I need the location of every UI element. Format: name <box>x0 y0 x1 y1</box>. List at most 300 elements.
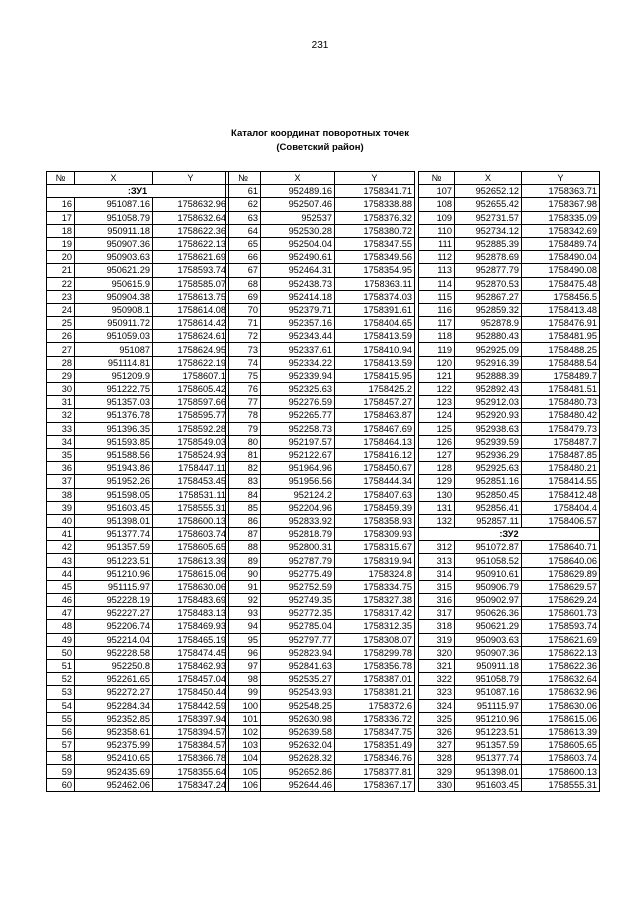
y-coordinate: 1758327.38 <box>335 594 415 607</box>
header-x: X <box>455 172 522 185</box>
y-coordinate: 1758367.17 <box>335 778 415 791</box>
y-coordinate: 1758363.71 <box>522 185 600 198</box>
y-coordinate: 1758600.13 <box>153 514 229 527</box>
y-coordinate: 1758319.94 <box>335 554 415 567</box>
y-coordinate: 1758347.24 <box>153 778 229 791</box>
x-coordinate: 952652.12 <box>455 185 522 198</box>
point-number: 47 <box>47 607 75 620</box>
y-coordinate: 1758413.59 <box>335 330 415 343</box>
y-coordinate: 1758621.69 <box>522 633 600 646</box>
point-number: 98 <box>226 673 261 686</box>
x-coordinate: 952775.49 <box>261 567 335 580</box>
y-coordinate: 1758480.73 <box>522 396 600 409</box>
table-row <box>226 488 415 501</box>
y-coordinate: 1758384.57 <box>153 739 229 752</box>
table-row <box>47 699 229 712</box>
point-number: 324 <box>419 699 455 712</box>
point-number: 117 <box>419 317 455 330</box>
table-row <box>419 686 600 699</box>
table-row <box>419 554 600 567</box>
table-row <box>419 330 600 343</box>
table-row <box>226 224 415 237</box>
point-number: 122 <box>419 383 455 396</box>
x-coordinate: 950907.36 <box>455 646 522 659</box>
y-coordinate: 1758349.56 <box>335 251 415 264</box>
x-coordinate: 952379.71 <box>261 303 335 316</box>
point-number: 72 <box>226 330 261 343</box>
point-number: 115 <box>419 290 455 303</box>
x-coordinate: 952912.03 <box>455 396 522 409</box>
y-coordinate: 1758335.09 <box>522 211 600 224</box>
y-coordinate: 1758585.07 <box>153 277 229 290</box>
y-coordinate: 1758597.66 <box>153 396 229 409</box>
y-coordinate: 1758444.34 <box>335 475 415 488</box>
point-number: 121 <box>419 369 455 382</box>
point-number: 97 <box>226 659 261 672</box>
x-coordinate: 952204.96 <box>261 501 335 514</box>
x-coordinate: 952414.18 <box>261 290 335 303</box>
y-coordinate: 1758600.13 <box>522 765 600 778</box>
y-coordinate: 1758346.76 <box>335 752 415 765</box>
table-row <box>47 369 229 382</box>
y-coordinate: 1758416.12 <box>335 448 415 461</box>
y-coordinate: 1758524.93 <box>153 448 229 461</box>
table-row <box>419 607 600 620</box>
x-coordinate: 951223.51 <box>75 554 153 567</box>
point-number: 312 <box>419 541 455 554</box>
y-coordinate: 1758605.42 <box>153 383 229 396</box>
point-number: 20 <box>47 251 75 264</box>
point-number: 80 <box>226 435 261 448</box>
y-coordinate: 1758613.39 <box>522 725 600 738</box>
table-row <box>419 633 600 646</box>
header-num: № <box>47 172 75 185</box>
x-coordinate: 951603.45 <box>75 501 153 514</box>
x-coordinate: 952752.59 <box>261 580 335 593</box>
x-coordinate: 952462.06 <box>75 778 153 791</box>
point-number: 31 <box>47 396 75 409</box>
x-coordinate: 952530.28 <box>261 224 335 237</box>
header-x: X <box>261 172 335 185</box>
x-coordinate: 951398.01 <box>455 765 522 778</box>
point-number: 81 <box>226 448 261 461</box>
point-number: 30 <box>47 383 75 396</box>
y-coordinate: 1758605.65 <box>522 739 600 752</box>
y-coordinate: 1758347.75 <box>335 725 415 738</box>
point-number: 18 <box>47 224 75 237</box>
point-number: 131 <box>419 501 455 514</box>
point-number: 326 <box>419 725 455 738</box>
x-coordinate: 950911.18 <box>455 659 522 672</box>
y-coordinate: 1758463.87 <box>335 409 415 422</box>
point-number: 320 <box>419 646 455 659</box>
x-coordinate: 952227.27 <box>75 607 153 620</box>
y-coordinate: 1758308.07 <box>335 633 415 646</box>
table-row <box>47 198 229 211</box>
point-number: 318 <box>419 620 455 633</box>
point-number: 29 <box>47 369 75 382</box>
table-row <box>47 686 229 699</box>
y-coordinate: 1758622.19 <box>153 356 229 369</box>
point-number: 26 <box>47 330 75 343</box>
table-row <box>47 224 229 237</box>
y-coordinate: 1758397.94 <box>153 712 229 725</box>
y-coordinate: 1758488.25 <box>522 343 600 356</box>
point-number: 132 <box>419 514 455 527</box>
y-coordinate: 1758555.31 <box>153 501 229 514</box>
y-coordinate: 1758613.75 <box>153 290 229 303</box>
table-row <box>47 752 229 765</box>
y-coordinate: 1758480.42 <box>522 409 600 422</box>
section-row <box>419 528 600 541</box>
table-row <box>47 725 229 738</box>
y-coordinate: 1758640.71 <box>522 541 600 554</box>
x-coordinate: 952438.73 <box>261 277 335 290</box>
header-num: № <box>419 172 455 185</box>
x-coordinate: 951222.75 <box>75 383 153 396</box>
point-number: 66 <box>226 251 261 264</box>
table-row <box>226 594 415 607</box>
y-coordinate: 1758363.11 <box>335 277 415 290</box>
x-coordinate: 952652.86 <box>261 765 335 778</box>
x-coordinate: 952749.35 <box>261 594 335 607</box>
table-row <box>47 330 229 343</box>
y-coordinate: 1758481.51 <box>522 383 600 396</box>
table-row <box>226 409 415 422</box>
point-number: 319 <box>419 633 455 646</box>
x-coordinate: 951376.78 <box>75 409 153 422</box>
y-coordinate: 1758555.31 <box>522 778 600 791</box>
point-number: 33 <box>47 422 75 435</box>
table-row <box>47 514 229 527</box>
table-row <box>419 396 600 409</box>
table-row <box>226 712 415 725</box>
y-coordinate: 1758476.91 <box>522 317 600 330</box>
table-row <box>419 369 600 382</box>
x-coordinate: 950626.36 <box>455 607 522 620</box>
y-coordinate: 1758622.13 <box>153 237 229 250</box>
y-coordinate: 1758624.95 <box>153 343 229 356</box>
y-coordinate: 1758425.2 <box>335 383 415 396</box>
table-row <box>226 237 415 250</box>
point-number: 87 <box>226 528 261 541</box>
point-number: 102 <box>226 725 261 738</box>
point-number: 38 <box>47 488 75 501</box>
y-coordinate: 1758490.08 <box>522 264 600 277</box>
x-coordinate: 952644.46 <box>261 778 335 791</box>
point-number: 56 <box>47 725 75 738</box>
table-row <box>47 712 229 725</box>
point-number: 100 <box>226 699 261 712</box>
point-number: 128 <box>419 462 455 475</box>
y-coordinate: 1758629.89 <box>522 567 600 580</box>
x-coordinate: 952920.93 <box>455 409 522 422</box>
x-coordinate: 952630.98 <box>261 712 335 725</box>
point-number: 17 <box>47 211 75 224</box>
table-row <box>47 765 229 778</box>
x-coordinate: 952851.16 <box>455 475 522 488</box>
y-coordinate: 1758447.11 <box>153 462 229 475</box>
table-row <box>226 514 415 527</box>
x-coordinate: 952628.32 <box>261 752 335 765</box>
y-coordinate: 1758488.54 <box>522 356 600 369</box>
y-coordinate: 1758380.72 <box>335 224 415 237</box>
y-coordinate: 1758487.85 <box>522 448 600 461</box>
y-coordinate: 1758312.35 <box>335 620 415 633</box>
x-coordinate: 952276.59 <box>261 396 335 409</box>
x-coordinate: 952800.31 <box>261 541 335 554</box>
y-coordinate: 1758480.21 <box>522 462 600 475</box>
x-coordinate: 951588.56 <box>75 448 153 461</box>
y-coordinate: 1758354.95 <box>335 264 415 277</box>
point-number: 27 <box>47 343 75 356</box>
table-row <box>419 673 600 686</box>
point-number: 34 <box>47 435 75 448</box>
x-coordinate: 951952.26 <box>75 475 153 488</box>
x-coordinate: 952537 <box>261 211 335 224</box>
y-coordinate: 1758442.59 <box>153 699 229 712</box>
table-row <box>419 303 600 316</box>
x-coordinate: 950903.63 <box>455 633 522 646</box>
x-coordinate: 951956.56 <box>261 475 335 488</box>
table-row <box>419 567 600 580</box>
x-coordinate: 952197.57 <box>261 435 335 448</box>
point-number: 321 <box>419 659 455 672</box>
point-number: 51 <box>47 659 75 672</box>
x-coordinate: 950907.36 <box>75 237 153 250</box>
table-row <box>47 739 229 752</box>
point-number: 48 <box>47 620 75 633</box>
table-row <box>419 475 600 488</box>
header-x: X <box>75 172 153 185</box>
table-row <box>47 462 229 475</box>
table-row <box>419 514 600 527</box>
point-number: 44 <box>47 567 75 580</box>
table-row <box>47 594 229 607</box>
table-row <box>47 673 229 686</box>
x-coordinate: 950906.79 <box>455 580 522 593</box>
x-coordinate: 952228.19 <box>75 594 153 607</box>
point-number: 19 <box>47 237 75 250</box>
header-y: Y <box>522 172 600 185</box>
y-coordinate: 1758453.45 <box>153 475 229 488</box>
coordinates-table-3 <box>418 171 600 792</box>
point-number: 71 <box>226 317 261 330</box>
x-coordinate: 952352.85 <box>75 712 153 725</box>
table-row <box>47 501 229 514</box>
table-row <box>47 448 229 461</box>
table-row <box>47 435 229 448</box>
point-number: 330 <box>419 778 455 791</box>
table-row <box>226 435 415 448</box>
point-number: 314 <box>419 567 455 580</box>
x-coordinate: 951059.03 <box>75 330 153 343</box>
point-number: 120 <box>419 356 455 369</box>
table-row <box>226 383 415 396</box>
table-row <box>226 475 415 488</box>
x-coordinate: 951209.9 <box>75 369 153 382</box>
point-number: 118 <box>419 330 455 343</box>
table-row <box>419 699 600 712</box>
point-number: 53 <box>47 686 75 699</box>
table-row <box>47 475 229 488</box>
y-coordinate: 1758415.95 <box>335 369 415 382</box>
x-coordinate: 951115.97 <box>75 580 153 593</box>
x-coordinate: 951964.96 <box>261 462 335 475</box>
y-coordinate: 1758487.7 <box>522 435 600 448</box>
x-coordinate: 952877.79 <box>455 264 522 277</box>
header-y: Y <box>335 172 415 185</box>
point-number: 79 <box>226 422 261 435</box>
point-number: 83 <box>226 475 261 488</box>
table-row <box>419 185 600 198</box>
x-coordinate: 952885.39 <box>455 237 522 250</box>
x-coordinate: 950911.72 <box>75 317 153 330</box>
table-header-row <box>47 172 229 185</box>
x-coordinate: 951357.59 <box>455 739 522 752</box>
y-coordinate: 1758465.19 <box>153 633 229 646</box>
point-number: 65 <box>226 237 261 250</box>
point-number: 75 <box>226 369 261 382</box>
point-number: 28 <box>47 356 75 369</box>
point-number: 54 <box>47 699 75 712</box>
x-coordinate: 951357.03 <box>75 396 153 409</box>
table-row <box>419 580 600 593</box>
y-coordinate: 1758414.55 <box>522 475 600 488</box>
point-number: 61 <box>226 185 261 198</box>
table-row <box>47 290 229 303</box>
y-coordinate: 1758317.42 <box>335 607 415 620</box>
x-coordinate: 952867.27 <box>455 290 522 303</box>
x-coordinate: 952925.63 <box>455 462 522 475</box>
y-coordinate: 1758607.1 <box>153 369 229 382</box>
point-number: 45 <box>47 580 75 593</box>
x-coordinate: 951603.45 <box>455 778 522 791</box>
point-number: 328 <box>419 752 455 765</box>
point-number: 77 <box>226 396 261 409</box>
coordinates-table-2 <box>225 171 415 792</box>
y-coordinate: 1758614.08 <box>153 303 229 316</box>
x-coordinate: 952548.25 <box>261 699 335 712</box>
point-number: 21 <box>47 264 75 277</box>
point-number: 49 <box>47 633 75 646</box>
x-coordinate: 952507.46 <box>261 198 335 211</box>
y-coordinate: 1758450.67 <box>335 462 415 475</box>
y-coordinate: 1758394.57 <box>153 725 229 738</box>
x-coordinate: 952833.92 <box>261 514 335 527</box>
table-row <box>419 251 600 264</box>
x-coordinate: 952325.63 <box>261 383 335 396</box>
table-row <box>47 303 229 316</box>
table-row <box>419 264 600 277</box>
point-number: 315 <box>419 580 455 593</box>
x-coordinate: 952841.63 <box>261 659 335 672</box>
point-number: 74 <box>226 356 261 369</box>
point-number: 64 <box>226 224 261 237</box>
y-coordinate: 1758457.27 <box>335 396 415 409</box>
y-coordinate: 1758413.48 <box>522 303 600 316</box>
table-row <box>47 251 229 264</box>
table-row <box>226 686 415 699</box>
table-row <box>47 607 229 620</box>
y-coordinate: 1758309.93 <box>335 528 415 541</box>
y-coordinate: 1758457.04 <box>153 673 229 686</box>
point-number: 323 <box>419 686 455 699</box>
table-row <box>226 264 415 277</box>
table-row <box>419 541 600 554</box>
x-coordinate: 950903.63 <box>75 251 153 264</box>
table-row <box>226 528 415 541</box>
point-number: 104 <box>226 752 261 765</box>
x-coordinate: 952124.2 <box>261 488 335 501</box>
x-coordinate: 952870.53 <box>455 277 522 290</box>
table-row <box>419 356 600 369</box>
table-row <box>226 422 415 435</box>
y-coordinate: 1758356.78 <box>335 659 415 672</box>
table-row <box>226 303 415 316</box>
table-row <box>419 620 600 633</box>
point-number: 63 <box>226 211 261 224</box>
table-row <box>419 383 600 396</box>
y-coordinate: 1758630.06 <box>153 580 229 593</box>
table-row <box>419 409 600 422</box>
x-coordinate: 952797.77 <box>261 633 335 646</box>
y-coordinate: 1758614.42 <box>153 317 229 330</box>
table-row <box>226 541 415 554</box>
x-coordinate: 952504.04 <box>261 237 335 250</box>
table-row <box>419 448 600 461</box>
table-row <box>47 277 229 290</box>
point-number: 86 <box>226 514 261 527</box>
x-coordinate: 952939.59 <box>455 435 522 448</box>
table-row <box>226 778 415 791</box>
point-number: 106 <box>226 778 261 791</box>
y-coordinate: 1758549.03 <box>153 435 229 448</box>
table-row <box>419 343 600 356</box>
point-number: 93 <box>226 607 261 620</box>
x-coordinate: 950902.97 <box>455 594 522 607</box>
y-coordinate: 1758299.78 <box>335 646 415 659</box>
table-header-row <box>419 172 600 185</box>
x-coordinate: 952857.11 <box>455 514 522 527</box>
table-row <box>47 528 229 541</box>
table-row <box>419 435 600 448</box>
y-coordinate: 1758459.39 <box>335 501 415 514</box>
x-coordinate: 952787.79 <box>261 554 335 567</box>
table-row <box>226 185 415 198</box>
point-number: 125 <box>419 422 455 435</box>
table-row <box>419 501 600 514</box>
table-row <box>47 409 229 422</box>
y-coordinate: 1758407.63 <box>335 488 415 501</box>
x-coordinate: 950621.29 <box>455 620 522 633</box>
y-coordinate: 1758629.57 <box>522 580 600 593</box>
table-row <box>47 317 229 330</box>
y-coordinate: 1758489.74 <box>522 237 600 250</box>
table-row <box>226 765 415 778</box>
x-coordinate: 952936.29 <box>455 448 522 461</box>
x-coordinate: 951396.35 <box>75 422 153 435</box>
point-number: 69 <box>226 290 261 303</box>
point-number: 113 <box>419 264 455 277</box>
title-line-2: (Советский район) <box>276 142 364 153</box>
y-coordinate: 1758391.61 <box>335 303 415 316</box>
x-coordinate: 952731.57 <box>455 211 522 224</box>
y-coordinate: 1758469.93 <box>153 620 229 633</box>
y-coordinate: 1758630.06 <box>522 699 600 712</box>
x-coordinate: 952375.99 <box>75 739 153 752</box>
y-coordinate: 1758624.61 <box>153 330 229 343</box>
